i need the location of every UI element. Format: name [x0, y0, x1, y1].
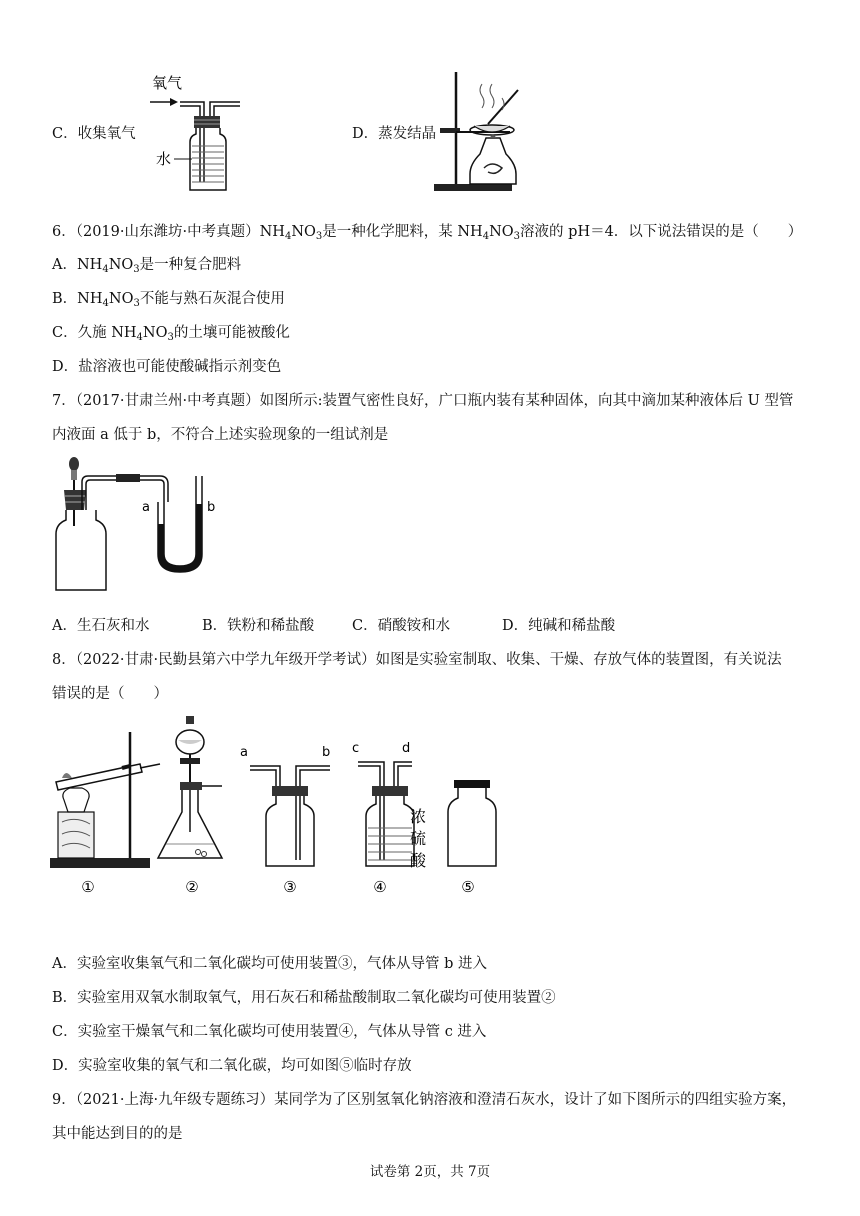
svg-text:b: b [322, 745, 331, 760]
svg-text:④: ④ [373, 878, 387, 896]
apparatus-1 [50, 732, 160, 896]
apparatus-3 [240, 745, 330, 896]
svg-text:a: a [142, 500, 150, 515]
question-6-stem: 6．（2019·山东潍坊·中考真题）$NH_4NO_3$是一种化学肥料，某 $NH_4NO_3$溶液的 pH＝4．以下说法错误的是（ ） [52, 224, 803, 242]
apparatus-2 [158, 716, 222, 896]
question-8-option-d: D．实验室收集的氧气和二氧化碳，均可如图⑤临时存放 [52, 1058, 412, 1074]
question-9-stem-line-2: 其中能达到目的的是 [52, 1126, 183, 1142]
oxygen-collection-figure [148, 72, 248, 194]
svg-text:②: ② [185, 878, 199, 896]
svg-text:③: ③ [283, 878, 297, 896]
apparatus-5 [448, 780, 496, 896]
question-6-option-c: C．久施 $NH_4NO_3$的土壤可能被酸化 [52, 325, 290, 343]
question-6-option-d: D．盐溶液也可能使酸碱指示剂变色 [52, 359, 282, 375]
question-7-option-d: D．纯碱和稀盐酸 [502, 618, 616, 634]
svg-text:d: d [402, 741, 411, 756]
option-d-label: D．蒸发结晶 [352, 126, 437, 142]
svg-text:①: ① [81, 878, 95, 896]
question-6-option-a: A．$NH_4NO_3$是一种复合肥料 [52, 257, 242, 275]
water-label: 水 [156, 150, 172, 168]
question-7-stem-line-2: 内液面 a 低于 b，不符合上述实验现象的一组试剂是 [52, 427, 389, 443]
svg-text:硫: 硫 [410, 829, 427, 848]
question-6-option-b: B．$NH_4NO_3$不能与熟石灰混合使用 [52, 291, 285, 309]
question-7-option-a: A．生石灰和水 [52, 618, 150, 634]
svg-text:a: a [240, 745, 248, 760]
svg-text:c: c [352, 741, 360, 756]
svg-text:酸: 酸 [410, 851, 427, 870]
page-footer: 试卷第 2页，共 7页 [369, 1164, 491, 1180]
apparatus-4 [352, 741, 427, 896]
gas-apparatus-figure [40, 712, 510, 902]
question-8-stem-line-2: 错误的是（ ） [52, 686, 168, 702]
question-9-stem-line-1: 9．（2021·上海·九年级专题练习）某同学为了区别氢氧化钠溶液和澄清石灰水，设计了如下图所示的四组实验方案， [52, 1092, 797, 1108]
svg-text:浓: 浓 [410, 807, 427, 826]
question-8-option-b: B．实验室用双氧水制取氧气，用石灰石和稀盐酸制取二氧化碳均可使用装置② [52, 990, 556, 1006]
question-8-option-c: C．实验室干燥氧气和二氧化碳均可使用装置④，气体从导管 c 进入 [52, 1024, 487, 1040]
question-7-option-b: B．铁粉和稀盐酸 [202, 618, 315, 634]
svg-text:⑤: ⑤ [461, 878, 475, 896]
svg-text:b: b [207, 500, 216, 515]
question-7-stem-line-1: 7．（2017·甘肃兰州·中考真题）如图所示:装置气密性良好，广口瓶内装有某种固体，向其中滴加某种液体后 U 型管 [52, 393, 794, 409]
u-tube-figure [52, 454, 222, 594]
evaporation-figure [430, 68, 530, 194]
oxygen-label: 氧气 [152, 74, 183, 92]
question-7-option-c: C．硝酸铵和水 [352, 618, 451, 634]
option-c-label: C．收集氧气 [52, 126, 136, 142]
question-8-stem-line-1: 8．（2022·甘肃·民勤县第六中学九年级开学考试）如图是实验室制取、收集、干燥、存放气体的装置图，有关说法 [52, 652, 782, 668]
question-8-option-a: A．实验室收集氧气和二氧化碳均可使用装置③，气体从导管 b 进入 [52, 956, 487, 972]
